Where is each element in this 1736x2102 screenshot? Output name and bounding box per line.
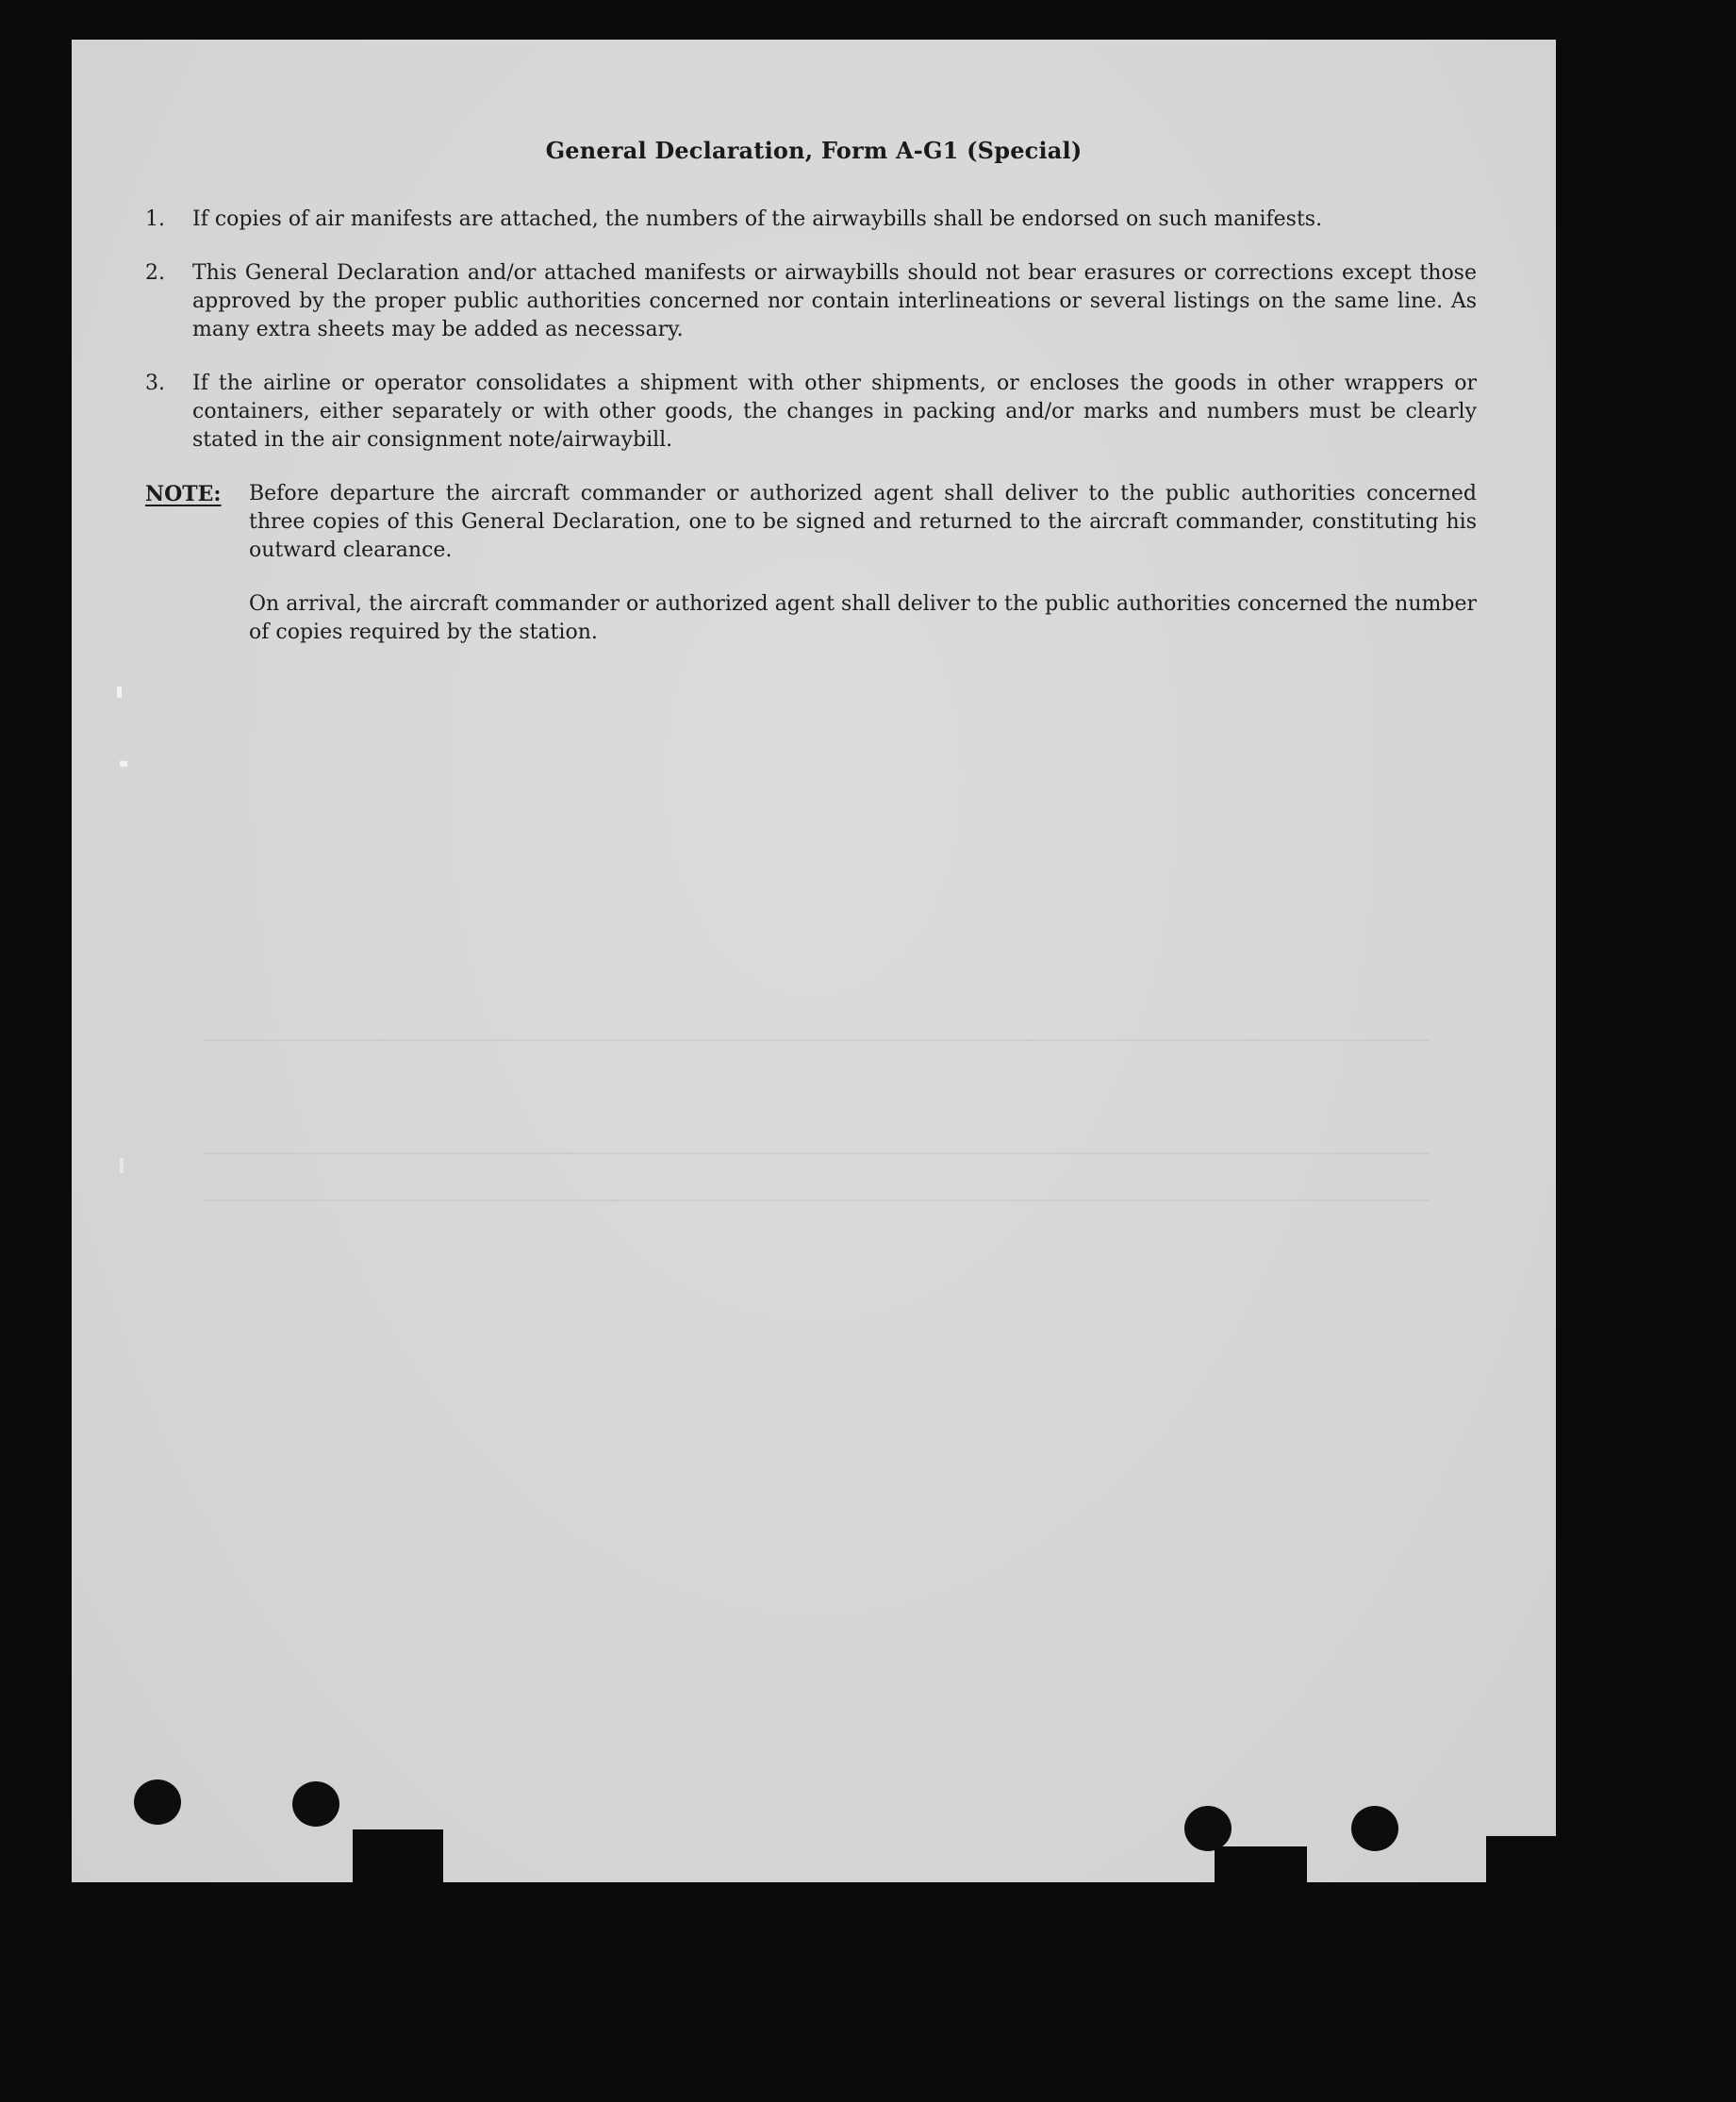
punch-hole [134,1779,181,1825]
item-number: 1. [145,207,165,231]
item-text: If the airline or operator consolidates a shipment with other shipments, or encloses the goods in other wrappers or containers, either separately or with other goods, the changes in packing and/or marks and numbers must be clearly stated in the air consignment note/airwaybill. [192,372,1477,452]
note-text: Before departure the aircraft commander or authorized agent shall deliver to the public authorities concerned three copies of this General Declaration, one to be signed and returned to the aircraft commander, constituting his outward clearance. [249,482,1477,562]
bleed-through-line [204,1152,1430,1154]
document-title: General Declaration, Form A-G1 (Special) [545,137,1083,164]
instruction-item-1 [145,206,1477,234]
item-text: If copies of air manifests are attached, the numbers of the airwaybills shall be endorsed on such manifests. [192,207,1323,231]
torn-edge [1215,1846,1307,1882]
item-number: 3. [145,372,165,395]
item-text: This General Declaration and/or attached manifests or airwaybills should not bear erasures or corrections except those approved by the proper public authorities concerned nor contain interlineations or several listings on the same line. As many extra sheets may be added as necessary. [192,261,1477,341]
item-number: 2. [145,261,165,285]
margin-speck [117,687,122,698]
bleed-through-line [204,1200,1430,1201]
torn-edge [1486,1836,1556,1882]
bleed-through-line [204,1039,1430,1041]
margin-speck [120,761,127,767]
punch-hole [292,1781,339,1827]
arrival-note-text: On arrival, the aircraft commander or authorized agent shall deliver to the public authorities concerned the number of copies required by the station. [249,592,1477,644]
torn-edge [353,1829,443,1882]
note-section [145,480,1477,565]
instruction-item-2 [145,259,1477,344]
punch-hole [1184,1806,1232,1851]
note-label: NOTE: [145,482,222,506]
document-page [72,40,1556,1882]
punch-hole [1351,1806,1398,1851]
instruction-item-3 [145,370,1477,455]
margin-speck [120,1158,124,1173]
